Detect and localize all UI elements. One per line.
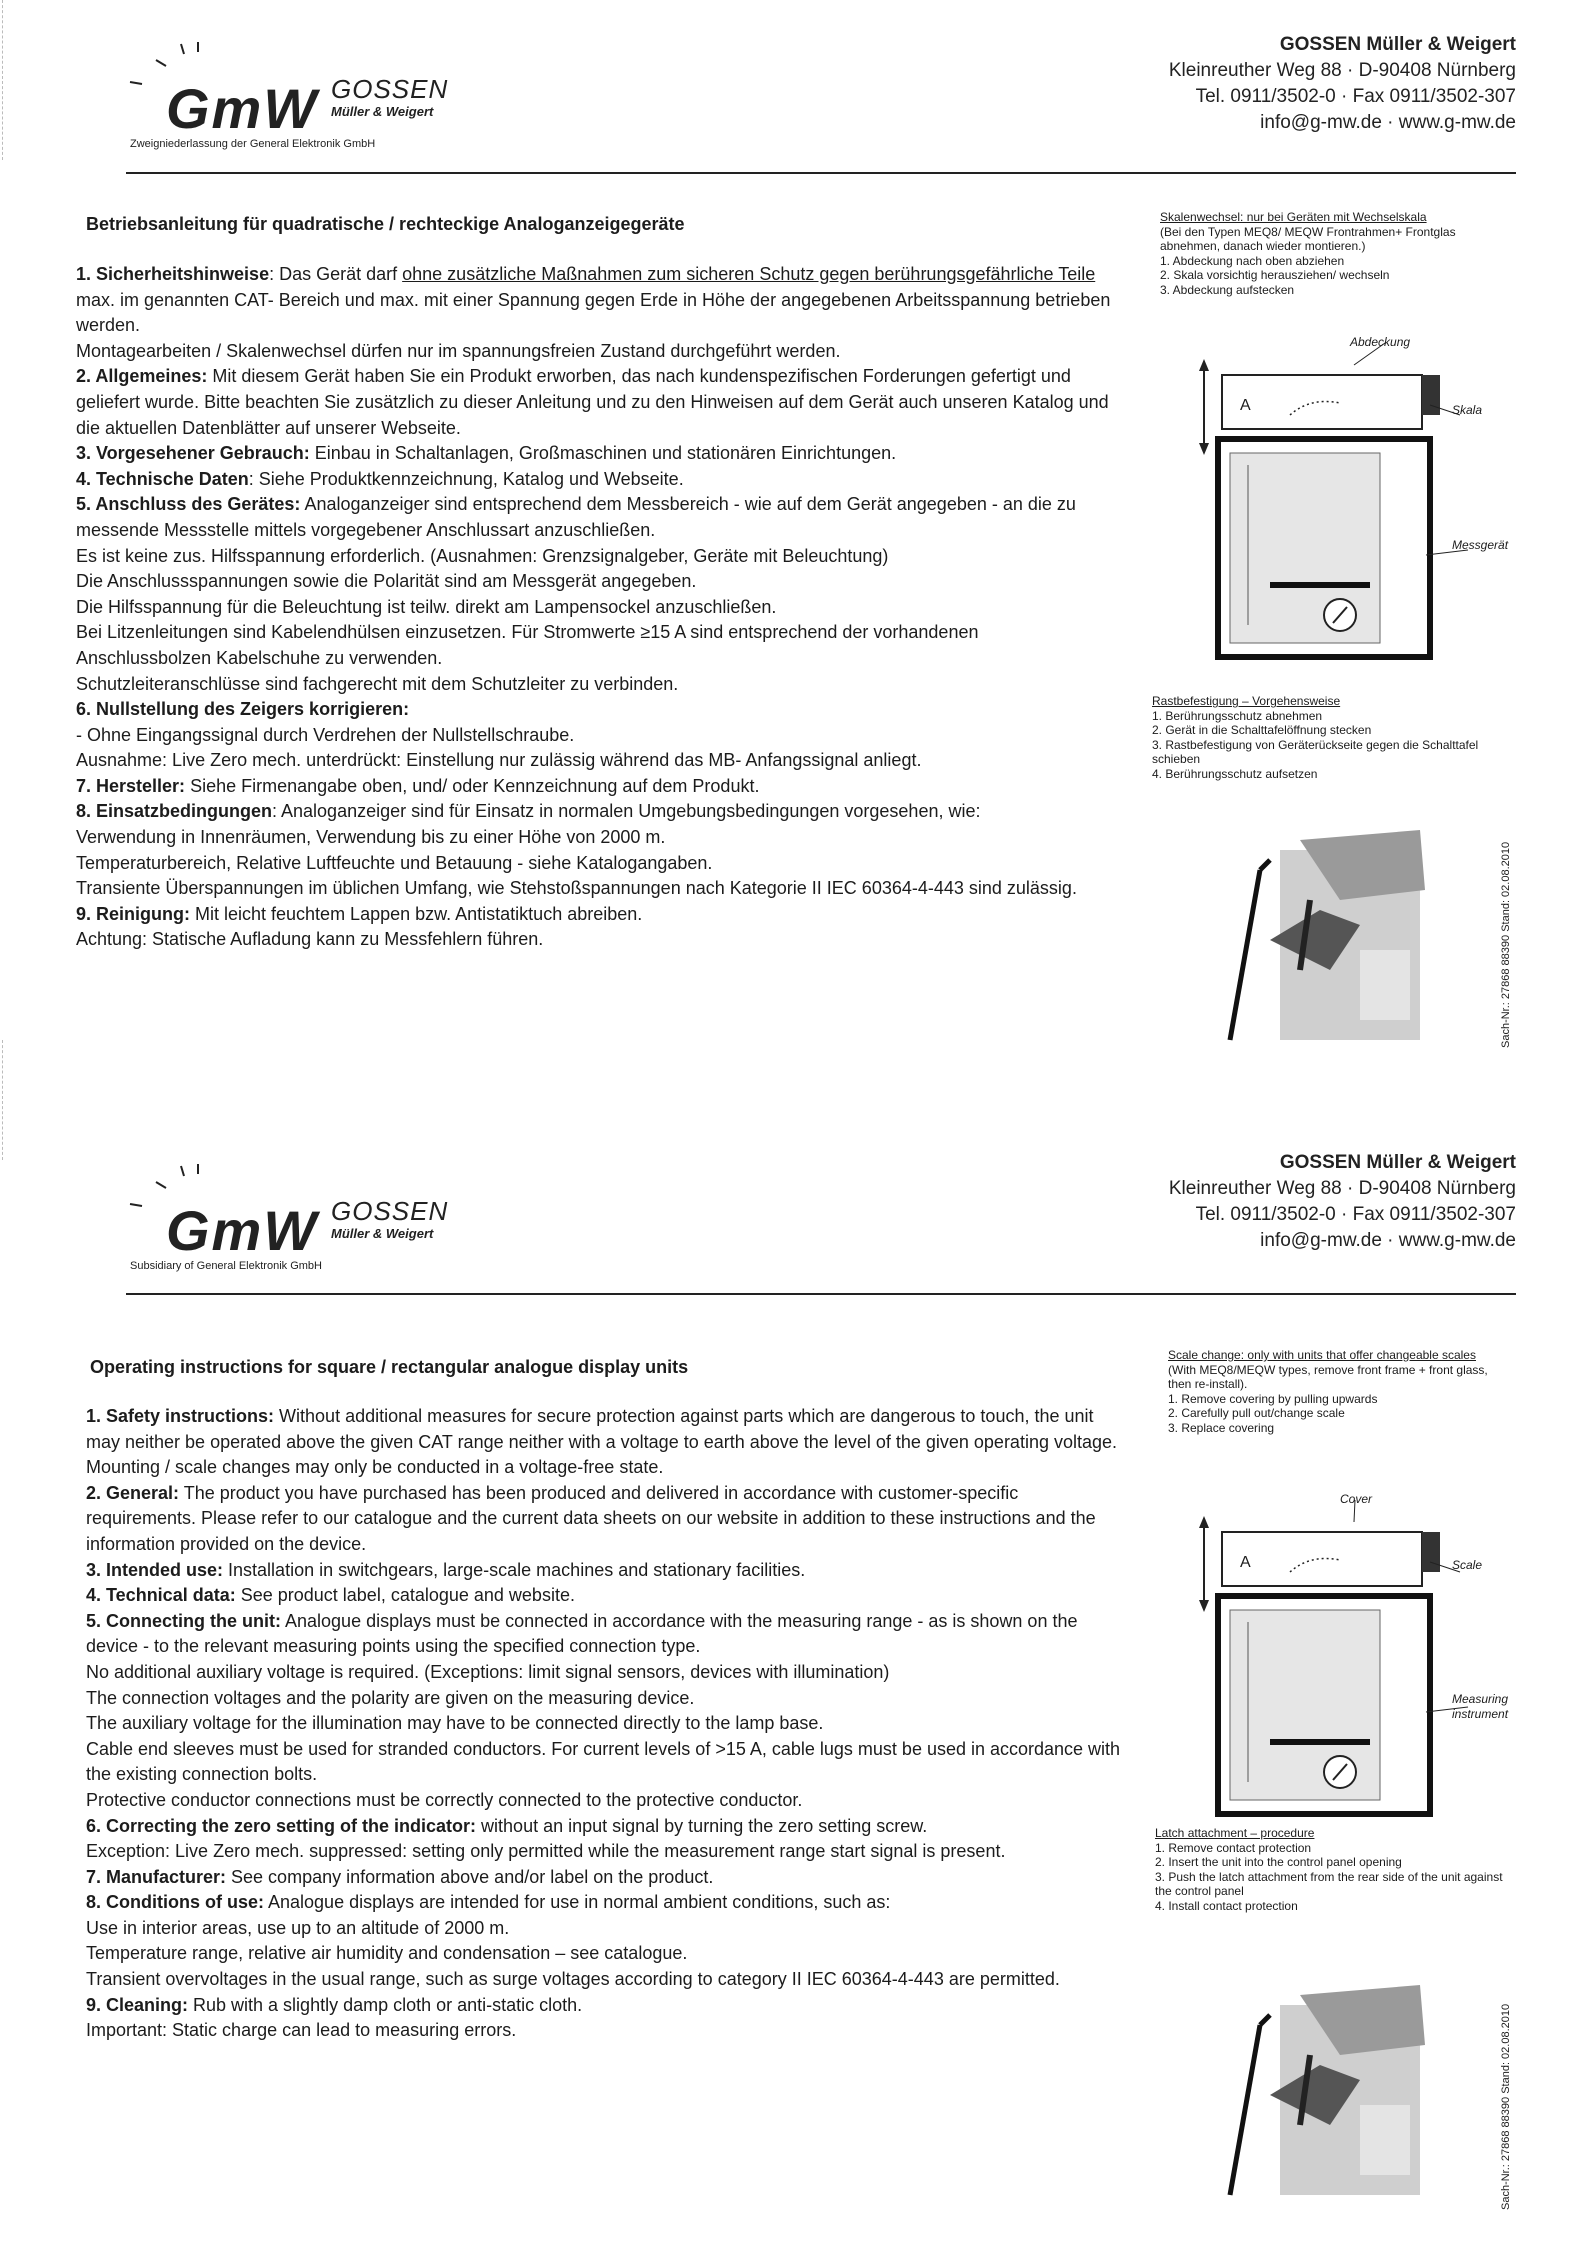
side-line: 1. Remove contact protection	[1155, 1840, 1312, 1855]
side-heading: Rastbefestigung – Vorgehensweise	[1152, 694, 1341, 708]
company-web: info@g-mw.de · www.g-mw.de	[1260, 112, 1516, 133]
paragraph: Mit leicht feuchtem Lappen bzw. Antistatiktuch abreiben.	[190, 903, 643, 924]
section-heading: 1. Safety instructions:	[86, 1406, 275, 1426]
section-heading: 2. General:	[86, 1482, 180, 1503]
paragraph: Transiente Überspannungen im üblichen Umfang, wie Stehstoßspannungen nach Kategorie II IEC 60364-4-443 sind zulässig.	[76, 878, 1077, 899]
paragraph: Temperaturbereich, Relative Luftfeuchte und Betauung - siehe Katalogangaben.	[76, 852, 713, 873]
figure-label-instrument: Measuring instrument	[1452, 1692, 1509, 1721]
section-heading: 3. Intended use:	[86, 1559, 224, 1580]
section-heading: 3. Vorgesehener Gebrauch:	[76, 443, 310, 464]
scale-change-note	[1168, 1348, 1508, 1435]
paragraph: Important: Static charge can lead to measuring errors.	[86, 2020, 517, 2041]
paragraph: Analoganzeiger sind entsprechend dem Messbereich - wie auf dem Gerät angegeben - an die zu messende Messstelle mittels vorgegebener Anschlussart anzuschließen.	[76, 494, 1076, 540]
scale-change-note	[1160, 210, 1505, 297]
section-heading: 6. Nullstellung des Zeigers korrigieren:	[76, 699, 410, 720]
logo-gmw: GmW	[166, 77, 319, 140]
company-address: Kleinreuther Weg 88 · D-90408 Nürnberg	[1168, 60, 1516, 81]
figure-label-scale: Scale	[1452, 1558, 1483, 1572]
page-title: Operating instructions for square / rectangular analogue display units	[90, 1357, 689, 1377]
side-line: 1. Berührungsschutz abnehmen	[1152, 708, 1323, 723]
side-line: 1. Abdeckung nach oben abziehen	[1160, 253, 1345, 268]
meter-figure	[1190, 335, 1510, 665]
side-line: 1. Remove covering by pulling upwards	[1168, 1391, 1378, 1406]
latch-photo	[1210, 830, 1430, 1050]
paragraph: The auxiliary voltage for the illumination may have to be connected directly to the lamp base.	[86, 1713, 824, 1734]
company-web: info@g-mw.de · www.g-mw.de	[1260, 1230, 1516, 1251]
side-line: 3. Rastbefestigung von Geräterückseite gegen die Schalttafel schieben	[1152, 737, 1479, 766]
paragraph: Ausnahme: Live Zero mech. unterdrückt: Einstellung nur zulässig während das MB- Anfangssignal anliegt.	[76, 750, 922, 771]
logo-gmw: GmW	[166, 1199, 319, 1262]
company-address-block	[1169, 32, 1516, 136]
paragraph: : Das Gerät darf	[269, 264, 403, 284]
company-phone: Tel. 0911/3502-0 · Fax 0911/3502-307	[1195, 86, 1516, 107]
side-line: 3. Replace covering	[1168, 1420, 1275, 1435]
section-heading: 8. Conditions of use:	[86, 1892, 264, 1913]
section-heading: 2. Allgemeines:	[76, 366, 208, 387]
paragraph: The connection voltages and the polarity are given on the measuring device.	[86, 1687, 695, 1708]
latch-photo	[1210, 1985, 1430, 2205]
paragraph: Temperature range, relative air humidity and condensation – see catalogue.	[86, 1943, 688, 1964]
logo-subsidiary-line: Zweigniederlassung der General Elektronik GmbH	[130, 138, 376, 150]
section-heading: 9. Reinigung:	[76, 903, 190, 924]
header-rule	[126, 1293, 1516, 1295]
meter-unit-label: A	[1240, 397, 1251, 414]
side-line: 2. Insert the unit into the control panel opening	[1155, 1855, 1402, 1869]
company-address: Kleinreuther Weg 88 · D-90408 Nürnberg	[1168, 1178, 1516, 1199]
paragraph: Schutzleiteranschlüsse sind fachgerecht mit dem Schutzleiter zu verbinden.	[76, 673, 679, 694]
side-line: 2. Gerät in die Schalttafelöffnung stecken	[1152, 723, 1372, 737]
logo-subsidiary-line: Subsidiary of General Elektronik GmbH	[130, 1260, 322, 1272]
logo-gossen: GOSSEN	[331, 74, 449, 104]
section-heading: 9. Cleaning:	[86, 1994, 189, 2015]
paragraph: Die Hilfsspannung für die Beleuchtung ist teilw. direkt am Lampensockel anzuschließen.	[76, 596, 777, 617]
paragraph: Rub with a slightly damp cloth or anti-static cloth.	[188, 1994, 583, 2015]
underlined-text: ohne zusätzliche Maßnahmen zum sicheren Schutz gegen berührungsgefährliche Teile	[402, 264, 1096, 284]
paragraph: Verwendung in Innenräumen, Verwendung bis zu einer Höhe von 2000 m.	[76, 827, 666, 848]
paragraph: Analogue displays must be connected in accordance with the measuring range - as is shown on the device - to the relevant measuring points using the specified connection type.	[86, 1610, 1078, 1657]
section-heading: 1. Sicherheitshinweise	[76, 264, 270, 284]
paragraph: without an input signal by turning the zero setting screw.	[476, 1815, 928, 1836]
paragraph: See product label, catalogue and website.	[235, 1585, 575, 1606]
paragraph: Exception: Live Zero mech. suppressed: setting only permitted while the measurement range start signal is present.	[86, 1841, 1006, 1862]
paragraph: See company information above and/or label on the product.	[226, 1866, 714, 1887]
instructions-text	[76, 262, 1116, 953]
paragraph: Transient overvoltages in the usual range, such as surge voltages according to category II IEC 60364-4-443 are permitted.	[86, 1969, 1060, 1990]
logo-gossen: GOSSEN	[331, 1196, 449, 1226]
document-stamp: Sach-Nr.: 27868 88390 Stand: 02.08.2010	[1500, 841, 1512, 1048]
company-phone: Tel. 0911/3502-0 · Fax 0911/3502-307	[1195, 1204, 1516, 1225]
document-stamp: Sach-Nr.: 27868 88390 Stand: 02.08.2010	[1500, 2003, 1512, 2210]
paragraph: Protective conductor connections must be correctly connected to the protective conductor.	[86, 1789, 803, 1810]
paragraph: : Siehe Produktkennzeichnung, Katalog und Webseite.	[248, 468, 684, 489]
paragraph: Cable end sleeves must be used for stranded conductors. For current levels of >15 A, cable lugs must be used in accordance with the existing connection bolts.	[86, 1738, 1121, 1785]
section-heading: 6. Correcting the zero setting of the indicator:	[86, 1815, 477, 1836]
company-address-block	[1169, 1150, 1516, 1254]
paragraph: Einbau in Schaltanlagen, Großmaschinen und stationären Einrichtungen.	[309, 443, 897, 464]
scan-margin-line	[2, 1040, 4, 1160]
section-heading: 7. Hersteller:	[76, 775, 186, 796]
instructions-text	[86, 1404, 1126, 2044]
section-heading: 7. Manufacturer:	[86, 1866, 227, 1887]
figure-label-cover: Abdeckung	[1350, 335, 1411, 349]
paragraph: Mit diesem Gerät haben Sie ein Produkt erworben, das nach kundenspezifischen Forderungen gefertigt und geliefert wurde. Bitte beachten Sie zusätzlich zu dieser Anleitung und zu den Hinweisen auf dem Gerät auch unseren Katalog und die aktuellen Datenblätter auf unserer Webseite.	[76, 366, 1109, 438]
figure-label-instrument: Messgerät	[1452, 538, 1509, 552]
section-heading: 5. Anschluss des Gerätes:	[76, 494, 301, 515]
side-line: 3. Abdeckung aufstecken	[1160, 282, 1295, 297]
meter-drawing	[1190, 1492, 1510, 1822]
side-line: 4. Berührungsschutz aufsetzen	[1152, 766, 1318, 781]
page-title: Betriebsanleitung für quadratische / rechteckige Analoganzeigegeräte	[86, 214, 685, 234]
latch-attachment-note	[1155, 1826, 1507, 1913]
paragraph: Montagearbeiten / Skalenwechsel dürfen nur im spannungsfreien Zustand durchgeführt werden.	[76, 340, 841, 361]
company-logo	[126, 1172, 486, 1272]
company-name: GOSSEN Müller & Weigert	[1279, 1152, 1516, 1173]
side-line: 3. Push the latch attachment from the rear side of the unit against the control panel	[1155, 1869, 1503, 1898]
paragraph: Use in interior areas, use up to an altitude of 2000 m.	[86, 1917, 510, 1938]
logo-muller-weigert: Müller & Weigert	[331, 1226, 434, 1241]
section-heading: 4. Technical data:	[86, 1585, 236, 1606]
logo-muller-weigert: Müller & Weigert	[331, 104, 434, 119]
paragraph: Es ist keine zus. Hilfsspannung erforderlich. (Ausnahmen: Grenzsignalgeber, Geräte mit Beleuchtung)	[76, 545, 889, 566]
side-line: (Bei den Typen MEQ8/ MEQW Frontrahmen+ Frontglas abnehmen, danach wieder montieren.)	[1160, 224, 1456, 253]
paragraph: Analogue displays are intended for use in normal ambient conditions, such as:	[264, 1892, 891, 1913]
company-logo	[126, 50, 486, 150]
side-line: 4. Install contact protection	[1155, 1898, 1298, 1913]
paragraph: Mounting / scale changes may only be conducted in a voltage-free state.	[86, 1457, 664, 1478]
paragraph: max. im genannten CAT- Bereich und max. mit einer Spannung gegen Erde in Höhe der angegebenen Arbeitsspannung betrieben werden.	[76, 289, 1111, 336]
paragraph: : Analoganzeiger sind für Einsatz in normalen Umgebungsbedingungen vorgesehen, wie:	[272, 801, 981, 822]
company-name: GOSSEN Müller & Weigert	[1279, 34, 1516, 55]
side-heading: Latch attachment – procedure	[1155, 1826, 1315, 1840]
latch-attachment-note	[1152, 694, 1497, 781]
header-rule	[126, 172, 1516, 174]
section-heading: 8. Einsatzbedingungen	[76, 801, 273, 822]
paragraph: Siehe Firmenangabe oben, und/ oder Kennzeichnung auf dem Produkt.	[185, 775, 760, 796]
scan-margin-line	[2, 0, 4, 160]
side-line: 2. Skala vorsichtig herausziehen/ wechseln	[1160, 268, 1390, 282]
side-line: 2. Carefully pull out/change scale	[1168, 1406, 1345, 1420]
paragraph: Achtung: Statische Aufladung kann zu Messfehlern führen.	[76, 929, 544, 950]
side-line: (With MEQ8/MEQW types, remove front frame + front glass, then re-install).	[1168, 1362, 1488, 1391]
side-heading: Skalenwechsel: nur bei Geräten mit Wechselskala	[1160, 210, 1427, 224]
paragraph: - Ohne Eingangssignal durch Verdrehen der Nullstellschraube.	[76, 724, 575, 745]
figure-label-cover: Cover	[1340, 1492, 1373, 1506]
paragraph: The product you have purchased has been produced and delivered in accordance with customer-specific requirements. Please refer to our catalogue and the current data sheets on our website in addition to these instructions and the information provided on the device.	[86, 1482, 1096, 1554]
figure-label-scale: Skala	[1452, 403, 1483, 417]
paragraph: Installation in switchgears, large-scale machines and stationary facilities.	[223, 1559, 806, 1580]
paragraph: Bei Litzenleitungen sind Kabelendhülsen einzusetzen. Für Stromwerte ≥15 A sind entsprechend der vorhandenen Anschlussbolzen Kabelschuhe zu verwenden.	[76, 622, 979, 668]
meter-unit-label: A	[1240, 1554, 1251, 1571]
paragraph: Without additional measures for secure protection against parts which are dangerous to touch, the unit may neither be operated above the given CAT range neither with a voltage to earth above the level of the given operating voltage.	[86, 1406, 1118, 1452]
paragraph: Die Anschlussspannungen sowie die Polarität sind am Messgerät angegeben.	[76, 571, 697, 592]
meter-drawing	[1190, 335, 1510, 665]
paragraph: No additional auxiliary voltage is required. (Exceptions: limit signal sensors, devices with illumination)	[86, 1661, 890, 1682]
section-heading: 5. Connecting the unit:	[86, 1610, 281, 1631]
section-heading: 4. Technische Daten	[76, 468, 249, 489]
meter-figure	[1190, 1492, 1510, 1822]
side-heading: Scale change: only with units that offer changeable scales	[1168, 1348, 1476, 1362]
